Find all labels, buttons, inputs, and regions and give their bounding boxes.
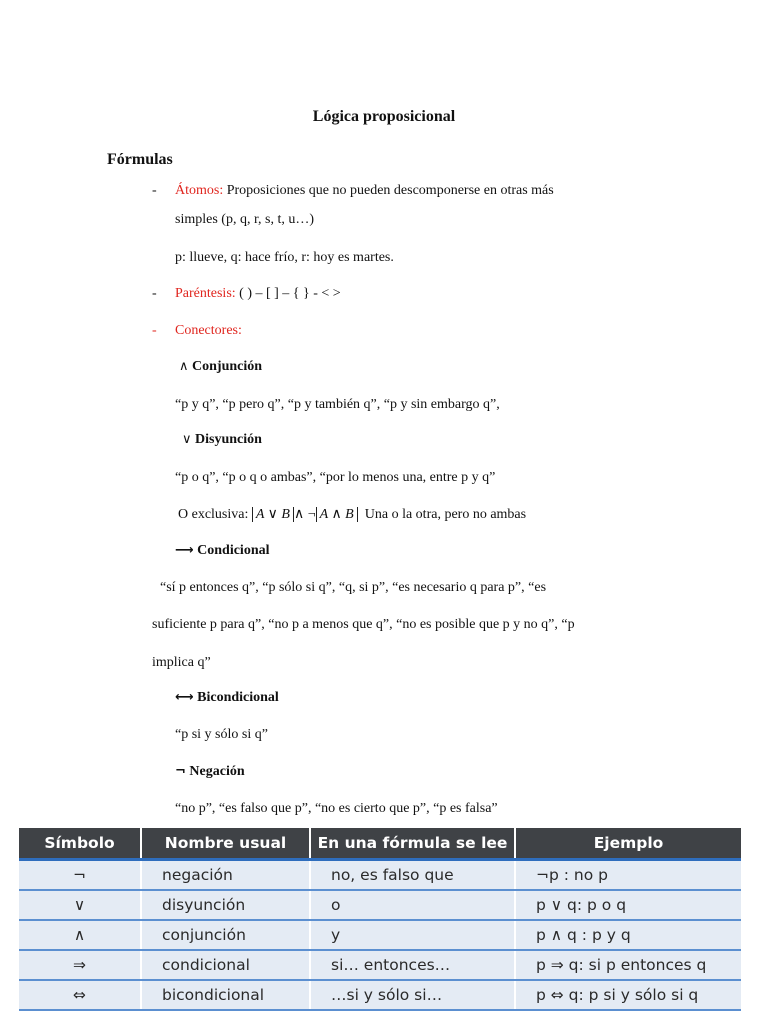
table-cell: condicional (141, 950, 310, 980)
atomos-line (175, 183, 554, 199)
parentesis-label: Paréntesis: (175, 286, 236, 301)
section-heading: Fórmulas (107, 151, 173, 168)
table-cell: ⇔ (19, 980, 141, 1010)
exclusiva-formula-part2: A ∧ B (316, 507, 358, 522)
table-cell: ¬ (19, 860, 141, 891)
table-cell: conjunción (141, 920, 310, 950)
disyuncion-readings: “p o q”, “p o q o ambas”, “por lo menos una, entre p y q” (175, 470, 496, 485)
not-symbol-icon: ¬ (175, 764, 186, 779)
table-cell: y (310, 920, 515, 950)
table-cell: ∨ (19, 890, 141, 920)
connectives-table (19, 828, 741, 1011)
disyuncion-name: Disyunción (195, 432, 262, 447)
bullet: - (152, 183, 157, 198)
negacion-readings: “no p”, “es falso que p”, “no es cierto que p”, “p es falsa” (175, 801, 498, 816)
table-row (19, 890, 741, 920)
atomos-label: Átomos: (175, 183, 224, 198)
condicional-name: Condicional (197, 543, 270, 558)
table-cell: o (310, 890, 515, 920)
bullet: - (152, 286, 157, 301)
conectores-label: Conectores: (175, 323, 242, 338)
table-cell: p ⇔ q: p si y sólo si q (515, 980, 741, 1010)
condicional-readings-line2: suficiente p para q”, “no p a menos que q”, “no es posible que p y no q”, “p (152, 617, 575, 632)
bullet: - (152, 323, 157, 338)
negacion-heading (175, 764, 245, 780)
bicondicional-heading (175, 690, 279, 706)
table-cell: …si y sólo si… (310, 980, 515, 1010)
negacion-name: Negación (189, 764, 245, 779)
table-cell: p ∨ q: p o q (515, 890, 741, 920)
atomos-example: p: llueve, q: hace frío, r: hoy es martes. (175, 250, 394, 265)
atomos-text-continued: simples (p, q, r, s, t, u…) (175, 212, 315, 227)
conjuncion-readings: “p y q”, “p pero q”, “p y también q”, “p y sin embargo q”, (175, 397, 500, 412)
table-cell: no, es falso que (310, 860, 515, 891)
arrow-both-icon: ⟷ (175, 690, 194, 705)
table-row (19, 920, 741, 950)
header-se-lee: En una fórmula se lee (310, 828, 515, 860)
table-row (19, 980, 741, 1010)
exclusiva-formula-part1: A ∨ B (252, 507, 294, 522)
or-symbol-icon: ∨ (182, 432, 192, 447)
table-cell: bicondicional (141, 980, 310, 1010)
table-cell: p ⇒ q: si p entonces q (515, 950, 741, 980)
conjuncion-heading (179, 359, 262, 375)
table-cell: ¬p : no p (515, 860, 741, 891)
table-cell: p ∧ q : p y q (515, 920, 741, 950)
header-nombre-usual: Nombre usual (141, 828, 310, 860)
condicional-readings-line1: “sí p entonces q”, “p sólo si q”, “q, si p”, “es necesario q para p”, “es (160, 580, 547, 595)
table-cell: disyunción (141, 890, 310, 920)
parentesis-text: ( ) – [ ] – { } - < > (235, 286, 341, 301)
table-row (19, 860, 741, 891)
condicional-heading (175, 543, 270, 559)
page-title: Lógica proposicional (312, 108, 456, 125)
bicondicional-name: Bicondicional (197, 690, 279, 705)
arrow-right-icon: ⟶ (175, 543, 194, 558)
exclusiva-formula-operator: ∧ ¬ (293, 507, 316, 522)
condicional-readings-line3: implica q” (152, 655, 211, 670)
atomos-text: Proposiciones que no pueden descomponerse en otras más (223, 183, 554, 198)
and-symbol-icon: ∧ (179, 359, 189, 374)
table-cell: si… entonces… (310, 950, 515, 980)
table-cell: negación (141, 860, 310, 891)
exclusiva-label: O exclusiva: (178, 507, 249, 522)
exclusiva-description: Una o la otra, pero no ambas (364, 507, 527, 522)
table-cell: ∧ (19, 920, 141, 950)
exclusiva-line (178, 506, 526, 523)
bicondicional-readings: “p si y sólo si q” (175, 727, 268, 742)
disyuncion-heading (182, 432, 262, 448)
parentesis-line (175, 286, 341, 302)
header-ejemplo: Ejemplo (515, 828, 741, 860)
header-simbolo: Símbolo (19, 828, 141, 860)
table-cell: ⇒ (19, 950, 141, 980)
conjuncion-name: Conjunción (192, 359, 263, 374)
table-row (19, 950, 741, 980)
table-header-row (19, 828, 741, 860)
